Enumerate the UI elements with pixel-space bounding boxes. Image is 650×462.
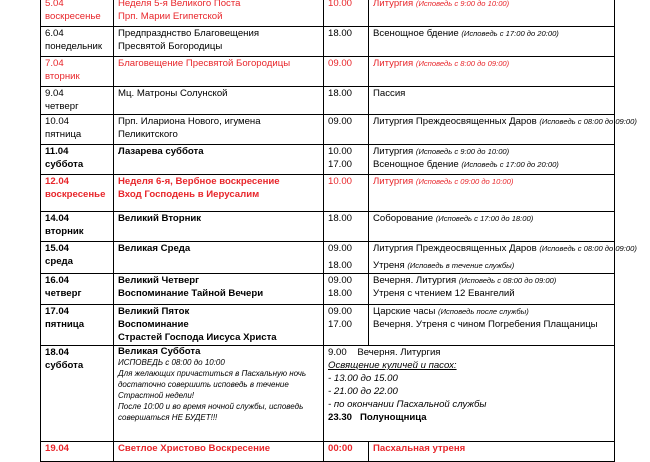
service-time: 00:00 xyxy=(328,443,353,454)
feast-line: Великий Пяток xyxy=(118,306,190,317)
service-line xyxy=(373,115,637,128)
date: 19.04 xyxy=(45,443,70,454)
service-name: Литургия xyxy=(373,146,414,157)
time-cell xyxy=(324,0,369,27)
service-cell xyxy=(369,442,615,462)
feast-line: Прп. Марии Египетской xyxy=(118,11,223,22)
date: 5.04 xyxy=(45,0,64,9)
schedule-row xyxy=(41,305,615,346)
service-cell xyxy=(369,87,615,115)
date-cell xyxy=(41,274,114,305)
weekday: четверг xyxy=(45,288,82,299)
service-line xyxy=(373,442,611,455)
time-cell xyxy=(324,87,369,115)
service-name: Литургия xyxy=(373,0,414,9)
schedule-row xyxy=(41,145,615,175)
schedule-row xyxy=(41,274,615,305)
schedule-row xyxy=(41,115,615,145)
service-cell xyxy=(369,0,615,27)
service-cell xyxy=(369,57,615,87)
feast-line: Пресвятой Богородицы xyxy=(118,41,223,52)
service-line xyxy=(373,145,611,158)
feast-line: Великий Четверг xyxy=(118,275,200,286)
service-name: Всенощное бдение xyxy=(373,28,459,39)
service-time: 09.00 xyxy=(328,306,353,317)
feast-line: Предпразднство Благовещения xyxy=(118,28,260,39)
service-name: Всенощное бдение xyxy=(373,159,459,170)
service-name: Утреня с чтением 12 Евангелий xyxy=(373,288,515,299)
service-line xyxy=(373,87,611,100)
date-cell xyxy=(41,242,114,274)
service-line xyxy=(373,57,611,70)
service-line xyxy=(373,0,611,10)
schedule-row xyxy=(41,212,615,242)
schedule-row xyxy=(41,175,615,212)
service-line xyxy=(373,175,611,188)
service-cell xyxy=(369,145,615,175)
time-cell xyxy=(324,212,369,242)
date: 11.04 xyxy=(45,146,69,157)
service-note: (Исповедь с 08:00 до 09:00) xyxy=(539,117,637,126)
service-name: Утреня xyxy=(373,260,405,271)
date-cell xyxy=(41,57,114,87)
service-cell xyxy=(369,115,637,145)
service-time: 10.00 xyxy=(328,176,353,187)
feast-line: Воспоминание Тайной Вечери xyxy=(118,288,264,299)
feast-cell xyxy=(114,442,324,462)
time-cell xyxy=(324,57,369,87)
service-time: 18.00 xyxy=(328,28,353,39)
time-cell xyxy=(324,27,369,57)
service-time: 18.00 xyxy=(328,88,353,99)
service-time: 9.00 xyxy=(328,347,347,358)
date-cell xyxy=(41,305,114,346)
confession-note: Для желающих причаститься в Пасхальную ночь достаточно совершить исповедь в течение Страстной недели! xyxy=(118,369,307,400)
service-line xyxy=(373,305,611,318)
feast-line: Мц. Матроны Солунской xyxy=(118,88,228,99)
weekday: суббота xyxy=(45,360,84,371)
blessing-time: - 21.00 до 22.00 xyxy=(328,386,398,397)
service-note: (Исповедь с 08:00 до 09:00) xyxy=(458,276,557,285)
service-cell xyxy=(369,212,615,242)
date-cell xyxy=(41,145,114,175)
feast-cell xyxy=(114,115,324,145)
service-note: (Исповедь в течение службы) xyxy=(407,261,515,270)
service-time: 09.00 xyxy=(328,58,353,69)
service-time: 18.00 xyxy=(328,213,353,224)
service-cell xyxy=(369,27,615,57)
service-note: (Исповедь после службы) xyxy=(438,307,529,316)
time-cell xyxy=(324,274,369,305)
date: 9.04 xyxy=(45,88,64,99)
service-line xyxy=(373,158,611,171)
date-cell xyxy=(41,27,114,57)
service-name: Полунощница xyxy=(360,412,427,423)
service-name: Литургия xyxy=(373,58,414,69)
weekday: четверг xyxy=(45,101,79,112)
service-note: (Исповедь с 17:00 до 20:00) xyxy=(461,29,559,38)
schedule-row xyxy=(41,27,615,57)
date: 16.04 xyxy=(45,275,70,286)
service-name: Вечерня. Литургия xyxy=(357,347,441,358)
service-note: (Исповедь с 09:00 до 10:00) xyxy=(415,177,514,186)
service-note: (Исповедь с 08:00 до 09:00) xyxy=(539,244,637,253)
feast-line: Великий Вторник xyxy=(118,213,202,224)
feast-cell xyxy=(114,242,324,274)
service-cell xyxy=(369,175,615,212)
service-time: 23.30 xyxy=(328,412,353,423)
feast-cell xyxy=(114,305,324,346)
schedule-row xyxy=(41,0,615,27)
service-time: 17.00 xyxy=(328,159,353,170)
feast-line: Страстей Господа Иисуса Христа xyxy=(118,332,277,343)
date-cell xyxy=(41,115,114,145)
feast-line: Неделя 6-я, Вербное воскресение xyxy=(118,176,280,187)
schedule-body xyxy=(41,0,637,462)
weekday: суббота xyxy=(45,159,84,170)
service-line xyxy=(373,212,611,225)
blessing-time: - 13.00 до 15.00 xyxy=(328,373,398,384)
feast-line: Неделя 5-я Великого Поста xyxy=(118,0,241,9)
weekday: среда xyxy=(45,256,73,267)
service-time: 10.00 xyxy=(328,0,353,9)
time-cell xyxy=(324,145,369,175)
time-cell xyxy=(324,175,369,212)
feast-line: Великая Среда xyxy=(118,243,191,254)
date-cell xyxy=(41,175,114,212)
confession-note: После 10:00 и во время ночной службы, исповедь совершаться НЕ БУДЕТ!!! xyxy=(118,402,304,422)
feast-title: Великая Суббота xyxy=(118,346,201,357)
service-line xyxy=(328,411,611,424)
service-name: Вечерня. Утреня с чином Погребения Плащаницы xyxy=(373,319,598,330)
time-cell xyxy=(324,442,369,462)
service-time: 09.00 xyxy=(328,243,353,254)
date: 12.04 xyxy=(45,176,70,187)
service-time: 10.00 xyxy=(328,146,353,157)
service-time: 17.00 xyxy=(328,319,353,330)
blessing-title: Освящение куличей и пасох: xyxy=(328,360,457,371)
service-time: 18.00 xyxy=(328,260,353,271)
weekday: воскресенье xyxy=(45,189,106,200)
service-note: (Исповедь с 8:00 до 09:00) xyxy=(415,59,510,68)
feast-cell xyxy=(114,57,324,87)
service-name: Литургия xyxy=(373,176,414,187)
service-note: (Исповедь с 9:00 до 10:00) xyxy=(415,0,510,8)
weekday: вторник xyxy=(45,71,80,82)
service-cell xyxy=(369,305,615,346)
confession-note: ИСПОВЕДЬ с 08:00 до 10:00 xyxy=(118,358,225,367)
date-cell xyxy=(41,346,114,442)
feast-line: Воспоминание xyxy=(118,319,189,330)
time-cell xyxy=(324,346,615,442)
feast-cell xyxy=(114,0,324,27)
date: 7.04 xyxy=(45,58,64,69)
schedule-row xyxy=(41,346,615,442)
service-note: (Исповедь с 9:00 до 10:00) xyxy=(415,147,510,156)
service-name: Соборование xyxy=(373,213,434,224)
schedule-table xyxy=(40,0,637,462)
feast-cell xyxy=(114,175,324,212)
service-line xyxy=(373,318,611,331)
service-line xyxy=(373,259,611,272)
feast-line: Светлое Христово Воскресение xyxy=(118,443,271,454)
feast-cell xyxy=(114,145,324,175)
service-line xyxy=(373,287,611,300)
date: 10.04 xyxy=(45,116,70,127)
feast-cell xyxy=(114,274,324,305)
schedule-row xyxy=(41,242,615,274)
date: 6.04 xyxy=(45,28,64,39)
feast-line: Прп. Илариона Нового, игумена xyxy=(118,116,261,127)
weekday: пятница xyxy=(45,129,82,140)
feast-cell xyxy=(114,346,324,442)
weekday: вторник xyxy=(45,226,84,237)
date-cell xyxy=(41,442,114,462)
service-note: (Исповедь с 17:00 до 18:00) xyxy=(435,214,534,223)
service-name: Вечерня. Литургия xyxy=(373,275,457,286)
weekday: понедельник xyxy=(45,41,103,52)
date: 17.04 xyxy=(45,306,70,317)
date-cell xyxy=(41,212,114,242)
feast-line: Лазарева суббота xyxy=(118,146,204,157)
service-time: 18.00 xyxy=(328,288,353,299)
service-line xyxy=(373,27,611,40)
schedule-row xyxy=(41,57,615,87)
service-line xyxy=(328,346,611,359)
service-name: Царские часы xyxy=(373,306,436,317)
date: 18.04 xyxy=(45,347,70,358)
service-time: 09.00 xyxy=(328,275,353,286)
service-name: Пасхальная утреня xyxy=(373,443,466,454)
date: 14.04 xyxy=(45,213,70,224)
service-name: Литургия Преждеосвященных Даров xyxy=(373,243,537,254)
date-cell xyxy=(41,0,114,27)
service-time: 09.00 xyxy=(328,116,353,127)
time-cell xyxy=(324,115,369,145)
feast-line: Вход Господень в Иерусалим xyxy=(118,189,260,200)
feast-line: Пеликитского xyxy=(118,129,178,140)
service-cell xyxy=(369,274,615,305)
weekday: воскресенье xyxy=(45,11,101,22)
date-cell xyxy=(41,87,114,115)
service-name: Литургия Преждеосвященных Даров xyxy=(373,116,537,127)
schedule-row xyxy=(41,442,615,462)
time-cell xyxy=(324,305,369,346)
time-cell xyxy=(324,242,369,274)
service-cell xyxy=(369,242,637,274)
schedule-row xyxy=(41,87,615,115)
feast-cell xyxy=(114,27,324,57)
blessing-time: - по окончании Пасхальной службы xyxy=(328,399,487,410)
service-note: (Исповедь с 17:00 до 20:00) xyxy=(461,160,559,169)
service-line xyxy=(373,274,611,287)
feast-cell xyxy=(114,212,324,242)
weekday: пятница xyxy=(45,319,85,330)
feast-line: Благовещение Пресвятой Богородицы xyxy=(118,58,291,69)
date: 15.04 xyxy=(45,243,70,254)
service-line xyxy=(373,242,637,255)
service-name: Пассия xyxy=(373,88,406,99)
feast-cell xyxy=(114,87,324,115)
